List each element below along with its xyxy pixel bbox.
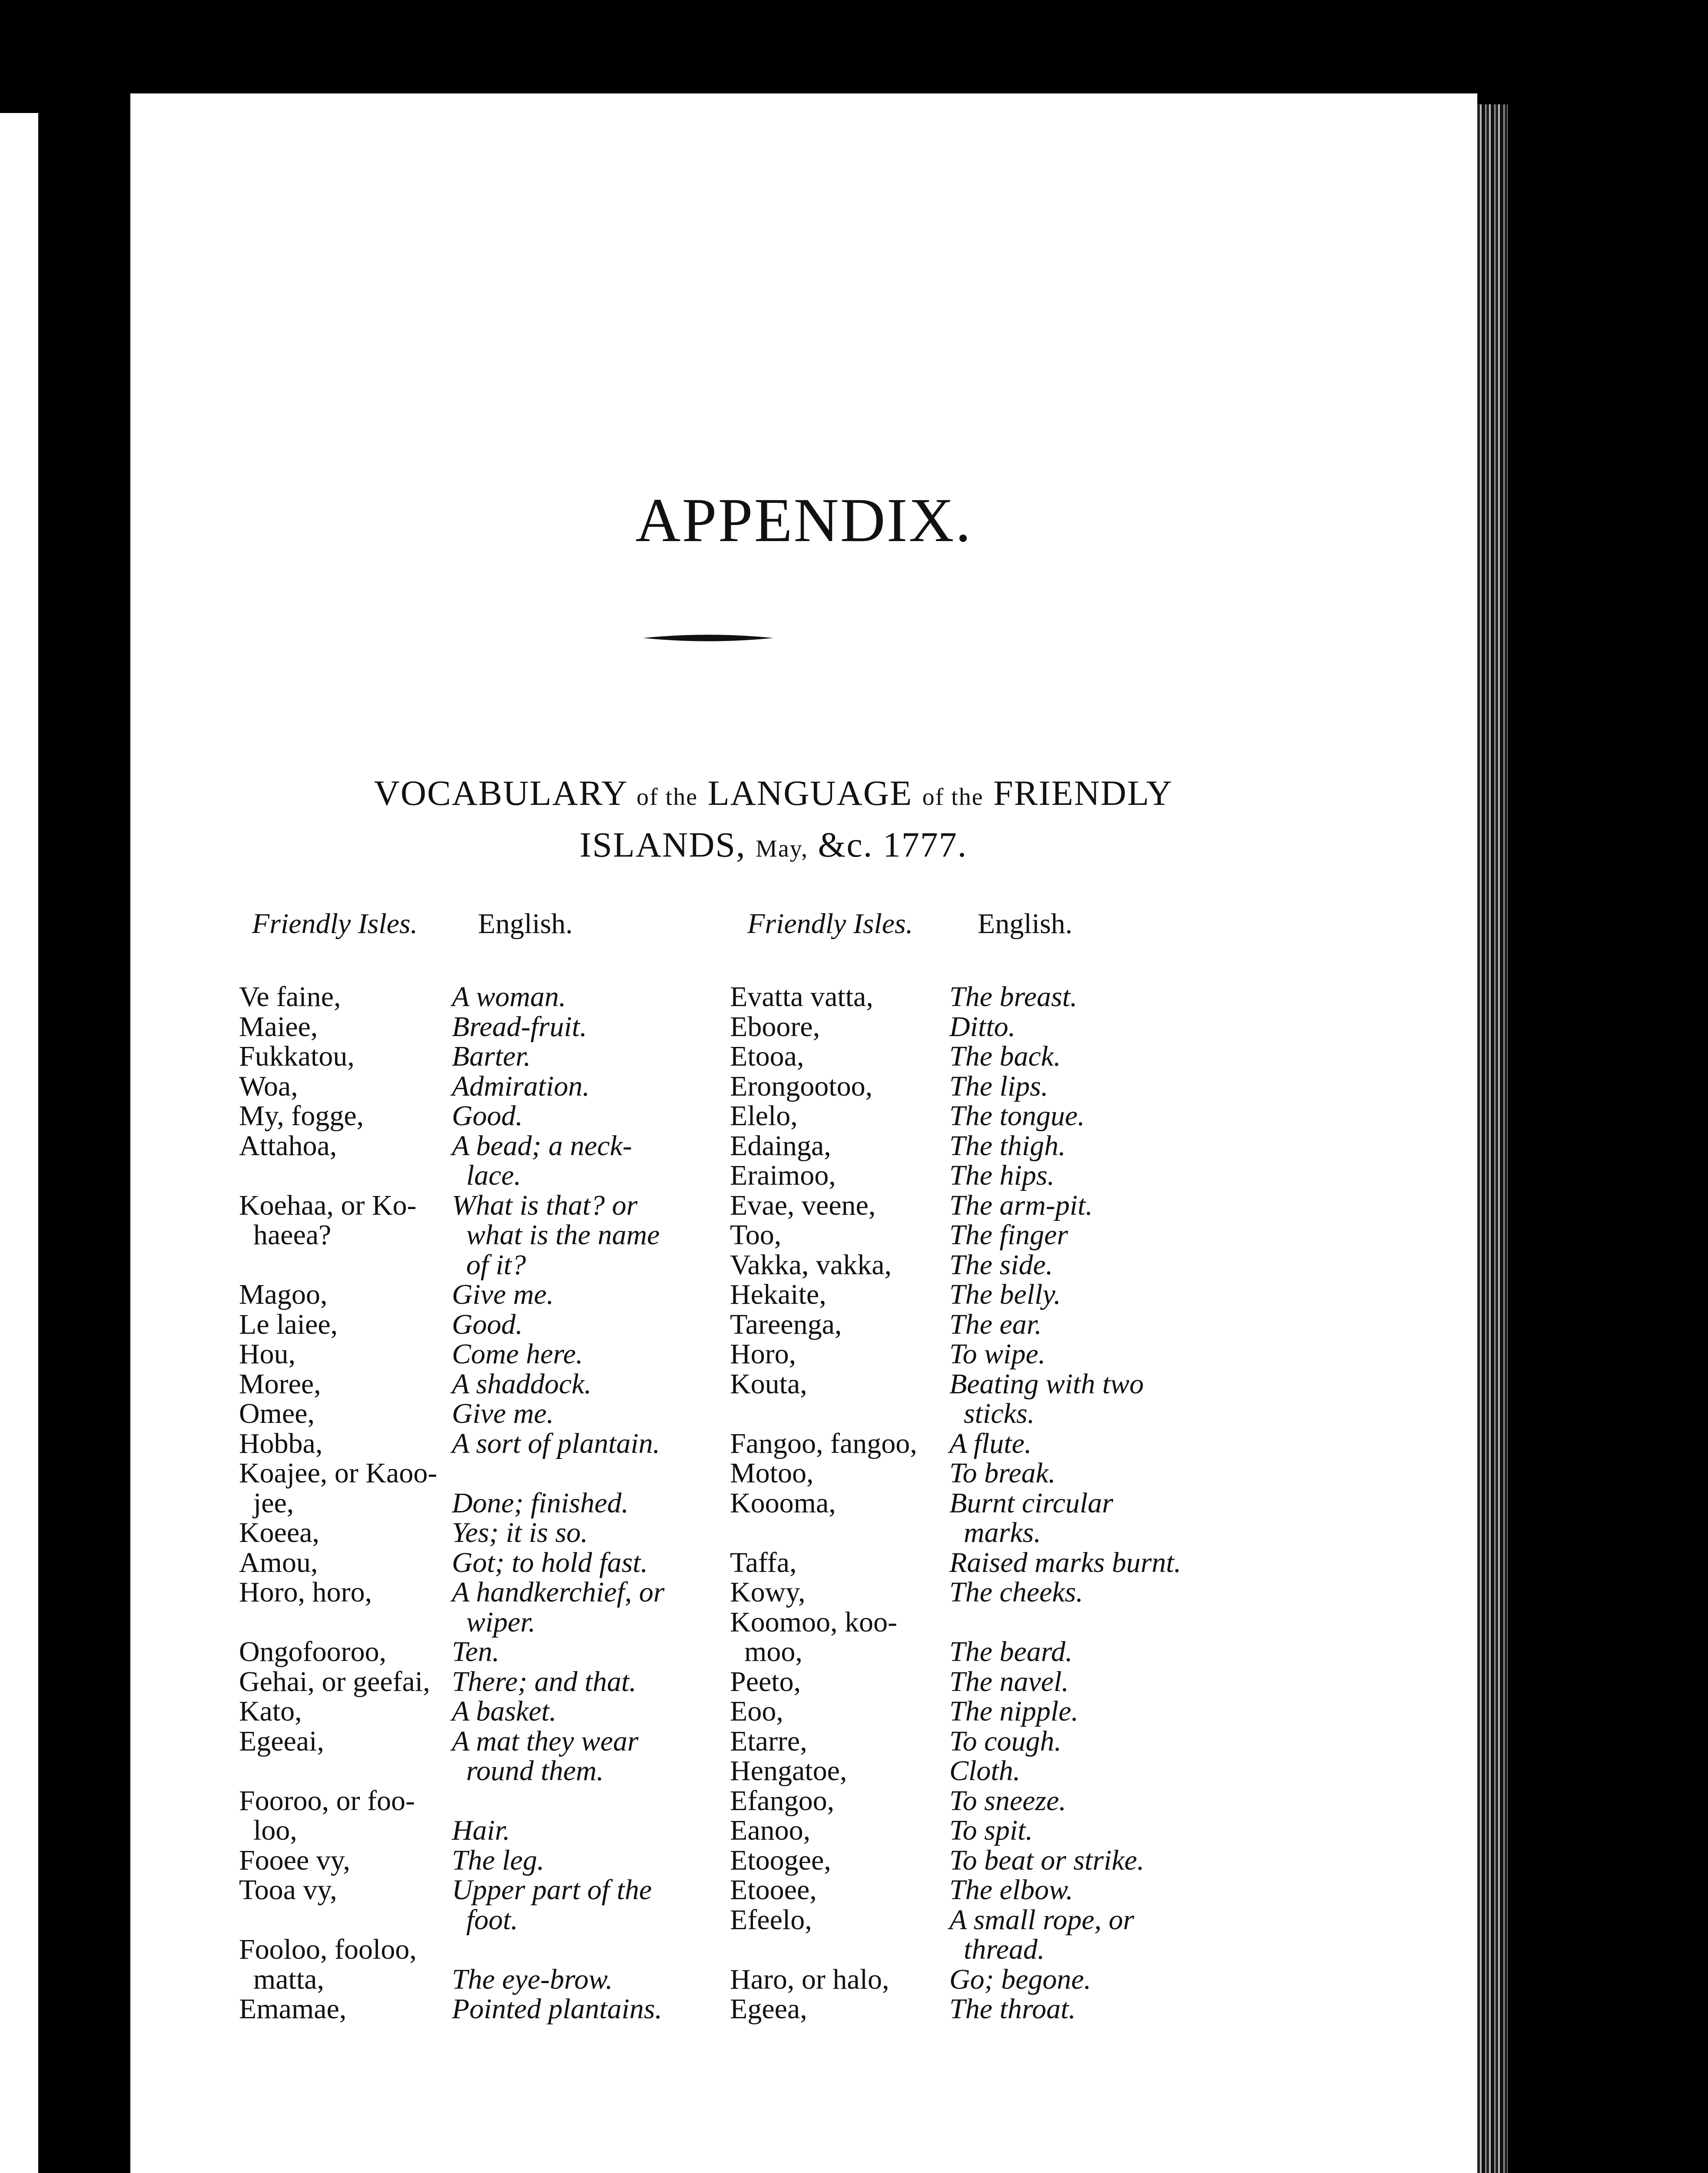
vocab-entry: Gehai, or geefai, (239, 1665, 430, 1698)
vocab-entry: Good. (452, 1100, 523, 1132)
vocab-entry: The tongue. (949, 1100, 1085, 1132)
vocab-entry: Pointed plantains. (452, 1993, 662, 2025)
vocab-entry: Eoo, (730, 1695, 783, 1727)
vocab-entry: Fooee vy, (239, 1844, 351, 1876)
vocab-entry: Haro, or halo, (730, 1963, 889, 1995)
vocab-entry: Hengatoe, (730, 1755, 847, 1787)
right-page-edge (1477, 104, 1508, 2173)
vocab-entry: The cheeks. (949, 1576, 1083, 1608)
vocab-entry: Too, (730, 1219, 782, 1251)
vocab-entry: Good. (452, 1308, 523, 1340)
vocab-entry (452, 1459, 664, 1489)
vocab-entry: Etooee, (730, 1874, 817, 1906)
left-english-column (452, 982, 664, 2024)
heading-word-friendly: FRIENDLY (993, 773, 1173, 813)
vocab-entry: Bread-fruit. (452, 1010, 587, 1043)
vocab-entry: what is the name (452, 1219, 660, 1251)
vocab-entry: The navel. (949, 1665, 1069, 1698)
vocab-entry: The lips. (949, 1070, 1048, 1102)
vocab-entry: Done; finished. (452, 1487, 629, 1519)
vocab-entry: A handkerchief, or (452, 1576, 665, 1608)
vocab-entry: Le laiee, (239, 1308, 338, 1340)
page-title: APPENDIX. (635, 486, 972, 555)
vocab-entry: The hips. (949, 1160, 1055, 1191)
vocab-entry: Tooa vy, (239, 1874, 337, 1906)
vocab-entry: round them. (452, 1755, 604, 1787)
vocab-entry: lace. (452, 1160, 521, 1191)
vocab-entry: loo, (239, 1814, 297, 1846)
vocab-entry: Emamae, (239, 1993, 347, 2025)
vocab-entry (730, 1518, 917, 1548)
vocab-entry: Erongootoo, (730, 1070, 873, 1102)
vocab-entry: Etooa, (730, 1040, 804, 1072)
vocab-entry: The leg. (452, 1844, 544, 1876)
vocab-entry: A bead; a neck- (452, 1130, 632, 1162)
vocab-entry: Come here. (452, 1338, 583, 1370)
vocab-entry: Give me. (452, 1279, 554, 1310)
vocab-entry: A shaddock. (452, 1368, 592, 1400)
heading-word-islands: ISLANDS, (579, 825, 746, 864)
vocab-entry: The elbow. (949, 1874, 1073, 1906)
vocab-entry: haeea? (239, 1219, 332, 1251)
vocab-entry: Koeea, (239, 1517, 320, 1548)
vocab-entry: Kowy, (730, 1576, 806, 1608)
vocab-entry (730, 1935, 917, 1965)
vocab-entry: A woman. (452, 981, 566, 1013)
vocab-entry: The throat. (949, 1993, 1076, 2025)
vocab-entry: foot. (452, 1904, 518, 1936)
vocab-entry: The side. (949, 1249, 1053, 1281)
vocab-entry: sticks. (949, 1398, 1035, 1429)
right-english-column (949, 982, 1181, 2024)
vocab-entry: Kato, (239, 1695, 302, 1727)
vocab-entry (239, 1905, 437, 1935)
vocab-entry: Raised marks burnt. (949, 1546, 1181, 1578)
vocab-entry: Koajee, or Kaoo- (239, 1457, 438, 1489)
vocab-entry: Hekaite, (730, 1279, 826, 1310)
right-native-header: Friendly Isles. (747, 908, 913, 940)
vocab-entry: Horo, horo, (239, 1576, 372, 1608)
left-page-edge (0, 113, 38, 2173)
right-native-column (730, 982, 917, 2024)
vocab-entry: Magoo, (239, 1279, 328, 1310)
vocab-entry: Evae, veene, (730, 1189, 876, 1221)
vocab-entry: The thigh. (949, 1130, 1066, 1162)
vocab-entry: The breast. (949, 981, 1078, 1013)
vocab-entry: The back. (949, 1040, 1061, 1072)
left-english-header: English. (478, 908, 573, 940)
vocab-entry (452, 1786, 664, 1816)
vocab-entry: Go; begone. (949, 1963, 1091, 1995)
vocab-entry: Efangoo, (730, 1784, 835, 1817)
vocab-entry: A mat they wear (452, 1725, 639, 1757)
left-native-column (239, 982, 437, 2024)
vocab-entry: To wipe. (949, 1338, 1046, 1370)
vocab-entry: Give me. (452, 1398, 554, 1429)
vocab-entry: Admiration. (452, 1070, 590, 1102)
vocab-entry (452, 1935, 664, 1965)
vocab-entry: matta, (239, 1963, 325, 1995)
vocab-entry: Got; to hold fast. (452, 1546, 648, 1578)
vocab-entry: To cough. (949, 1725, 1061, 1757)
vocab-entry: Fooroo, or foo- (239, 1784, 415, 1817)
book-page (130, 93, 1477, 2173)
vocab-entry: Horo, (730, 1338, 796, 1370)
vocab-entry: Fooloo, fooloo, (239, 1934, 417, 1965)
vocab-entry: marks. (949, 1517, 1041, 1548)
heading-word-of-the-1: of the (637, 784, 698, 811)
vocab-entry: Ten. (452, 1636, 500, 1668)
heading-word-may: May, (756, 835, 809, 862)
vocab-entry: Ditto. (949, 1010, 1016, 1043)
vocab-entry: jee, (239, 1487, 294, 1519)
heading-word-of-the-2: of the (922, 784, 984, 811)
vocab-entry: of it? (452, 1249, 526, 1281)
vocab-entry: The beard. (949, 1636, 1073, 1668)
vocab-entry: Elelo, (730, 1100, 798, 1132)
vocab-entry: The arm-pit. (949, 1189, 1093, 1221)
vocab-entry: The ear. (949, 1308, 1042, 1340)
vocab-entry: wiper. (452, 1606, 536, 1638)
vocab-entry: Kouta, (730, 1368, 807, 1400)
vocab-entry: Eraimoo, (730, 1160, 836, 1191)
vocab-entry (949, 1608, 1181, 1638)
vocab-entry: To sneeze. (949, 1784, 1066, 1817)
vocab-entry: A basket. (452, 1695, 557, 1727)
vocab-entry: The finger (949, 1219, 1068, 1251)
vocab-entry: What is that? or (452, 1189, 638, 1221)
vocab-entry (239, 1756, 437, 1786)
vocab-entry: Evatta vatta, (730, 981, 873, 1013)
vocab-entry: moo, (730, 1636, 803, 1668)
vocab-entry: The nipple. (949, 1695, 1078, 1727)
vocab-entry: There; and that. (452, 1665, 637, 1698)
vocab-entry: Fangoo, fangoo, (730, 1427, 917, 1459)
vocabulary-heading (209, 769, 1338, 873)
vocab-entry: A small rope, or (949, 1904, 1134, 1936)
vocab-entry: Ve faine, (239, 981, 341, 1013)
vocab-entry (239, 1161, 437, 1191)
vocab-entry: Hobba, (239, 1427, 323, 1459)
vocab-entry (730, 1399, 917, 1429)
vocab-entry: Etoogee, (730, 1844, 831, 1876)
heading-word-vocabulary: VOCABULARY (374, 773, 627, 813)
vocab-entry: A flute. (949, 1427, 1032, 1459)
vocab-entry: To beat or strike. (949, 1844, 1144, 1876)
vocab-entry: Attahoa, (239, 1130, 337, 1162)
vocab-entry: Eboore, (730, 1010, 820, 1043)
heading-word-date: &c. 1777. (818, 825, 968, 864)
vocab-entry: Tareenga, (730, 1308, 842, 1340)
vocab-entry: Upper part of the (452, 1874, 652, 1906)
vocab-entry: Vakka, vakka, (730, 1249, 892, 1281)
vocab-entry: Efeelo, (730, 1904, 812, 1936)
vocab-entry: Yes; it is so. (452, 1517, 588, 1548)
right-english-header: English. (978, 908, 1073, 940)
divider-ornament (643, 631, 773, 645)
vocab-entry: Motoo, (730, 1457, 814, 1489)
vocab-entry: Koehaa, or Ko- (239, 1189, 417, 1221)
vocab-entry: Fukkatou, (239, 1040, 355, 1072)
vocab-entry: Koomoo, koo- (730, 1606, 897, 1638)
vocab-entry (239, 1608, 437, 1638)
vocab-entry: Amou, (239, 1546, 318, 1578)
vocab-entry: Woa, (239, 1070, 298, 1102)
vocab-entry: To break. (949, 1457, 1056, 1489)
vocab-entry: Peeto, (730, 1665, 801, 1698)
vocab-entry: Burnt circular (949, 1487, 1114, 1519)
vocab-entry: Hair. (452, 1814, 510, 1846)
heading-word-language: LANGUAGE (707, 773, 913, 813)
left-native-header: Friendly Isles. (252, 908, 418, 940)
vocab-entry: My, fogge, (239, 1100, 364, 1132)
vocab-entry: Taffa, (730, 1546, 797, 1578)
vocab-entry: Egeea, (730, 1993, 807, 2025)
vocab-entry: Moree, (239, 1368, 321, 1400)
vocab-entry: Beating with two (949, 1368, 1144, 1400)
vocab-entry: Edainga, (730, 1130, 831, 1162)
vocab-entry: The belly. (949, 1279, 1061, 1310)
vocab-entry: Koooma, (730, 1487, 836, 1519)
vocab-entry: Ongofooroo, (239, 1636, 387, 1668)
vocab-entry: Omee, (239, 1398, 315, 1429)
vocab-entry: Cloth. (949, 1755, 1021, 1787)
vocab-entry: Egeeai, (239, 1725, 325, 1757)
vocab-entry: To spit. (949, 1814, 1033, 1846)
vocab-entry: Maiee, (239, 1010, 318, 1043)
vocab-entry: Eanoo, (730, 1814, 811, 1846)
vocab-entry: A sort of plantain. (452, 1427, 660, 1459)
vocab-entry: Hou, (239, 1338, 296, 1370)
vocab-entry: The eye-brow. (452, 1963, 613, 1995)
vocab-entry: Etarre, (730, 1725, 807, 1757)
vocab-entry: Barter. (452, 1040, 531, 1072)
vocab-entry (239, 1250, 437, 1280)
vocab-entry: thread. (949, 1934, 1045, 1965)
